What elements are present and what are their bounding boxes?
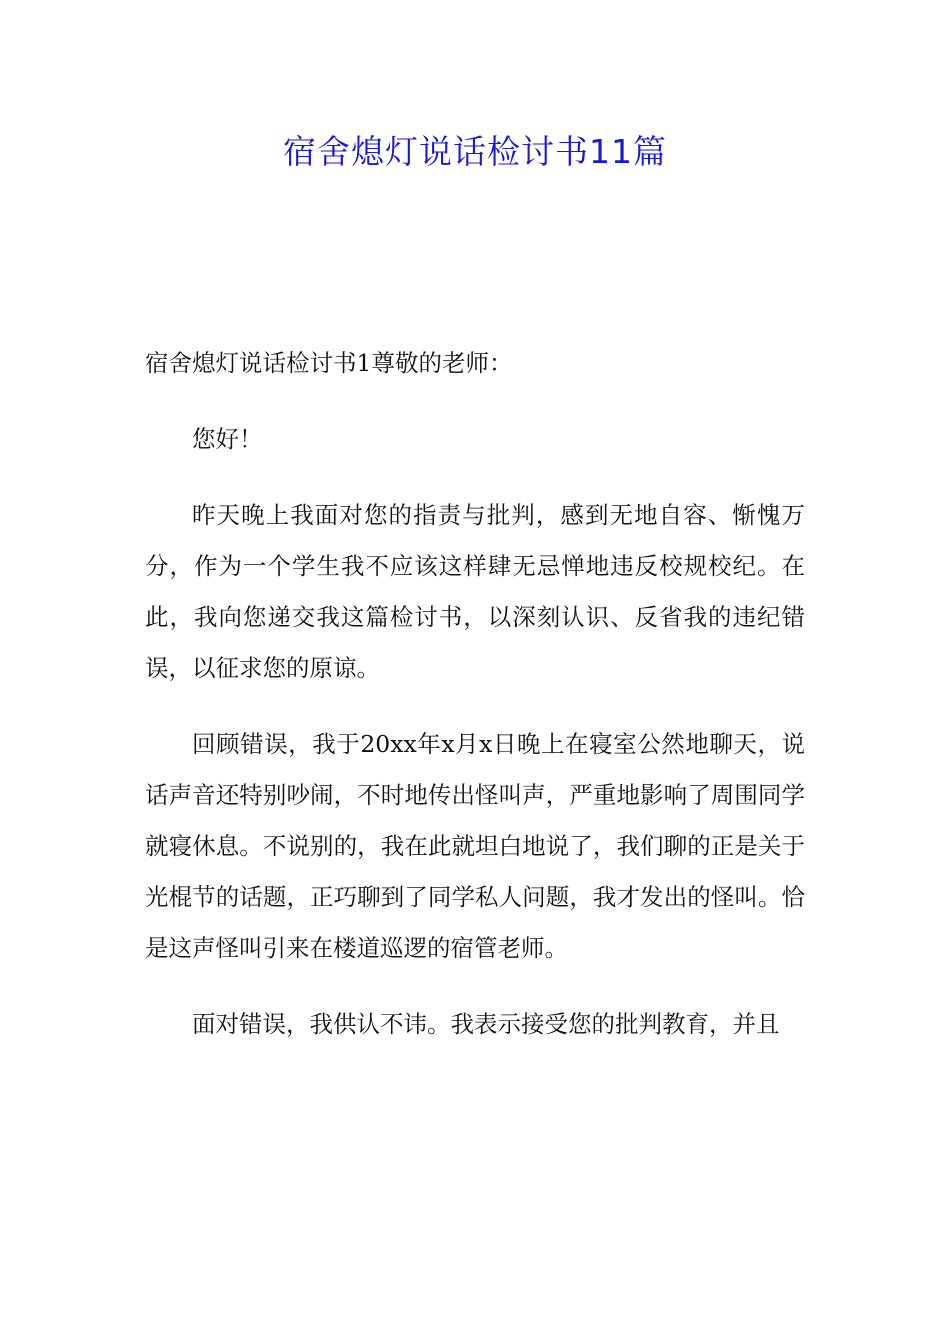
paragraph: 昨天晚上我面对您的指责与批判，感到无地自容、惭愧万分，作为一个学生我不应该这样肆无忌惮地违反校规校纪。在此，我向您递交我这篇检讨书，以深刻认识、反省我的违纪错误，以征求您的原谅。 bbox=[145, 501, 805, 682]
paragraph: 回顾错误，我于20xx年x月x日晚上在寝室公然地聊天，说话声音还特别吵闹，不时地传出怪叫声，严重地影响了周围同学就寝休息。不说别的，我在此就坦白地说了，我们聊的正是关于光棍节的话题，正巧聊到了同学私人问题，我才发出的怪叫。恰是这声怪叫引来在楼道巡逻的宿管老师。 bbox=[145, 730, 805, 962]
document-body bbox=[145, 338, 805, 1075]
paragraph-salutation: 宿舍熄灯说话检讨书1尊敬的老师： bbox=[145, 349, 513, 377]
document-title: 宿舍熄灯说话检讨书11篇 bbox=[283, 132, 667, 171]
paragraph-greeting: 您好！ bbox=[192, 425, 263, 453]
paragraph: 面对错误，我供认不讳。我表示接受您的批判教育，并且 bbox=[192, 1010, 780, 1038]
